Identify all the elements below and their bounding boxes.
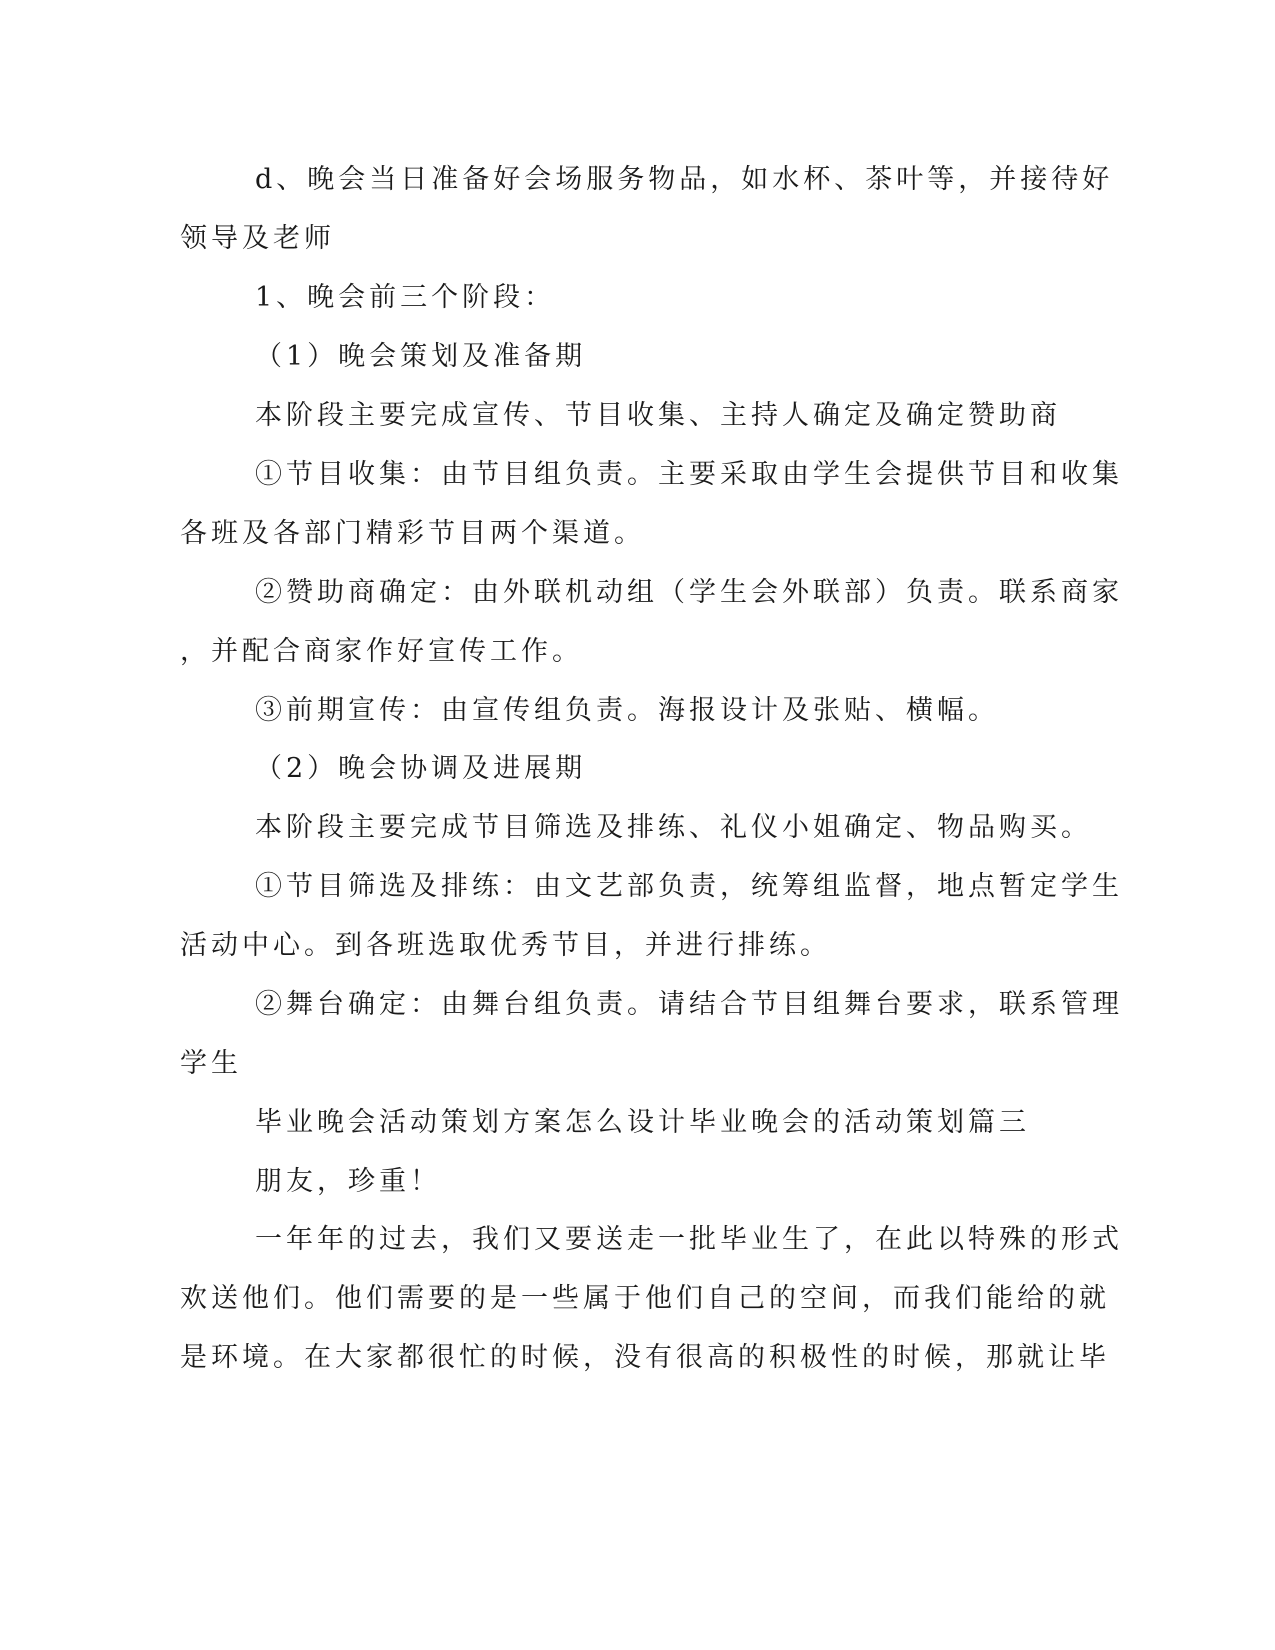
paragraph-line: ，并配合商家作好宣传工作。 [180, 636, 583, 667]
paragraph-line: 一年年的过去，我们又要送走一批毕业生了，在此以特殊的形式 [255, 1224, 1123, 1255]
greeting-line: 朋友，珍重！ [255, 1166, 441, 1197]
paragraph-line: 本阶段主要完成宣传、节目收集、主持人确定及确定赞助商 [255, 400, 1061, 431]
paragraph-line: d、晚会当日准备好会场服务物品，如水杯、茶叶等，并接待好 [255, 164, 1114, 195]
article-title: 毕业晚会活动策划方案怎么设计毕业晚会的活动策划篇三 [255, 1107, 1030, 1138]
list-item: ①节目筛选及排练：由文艺部负责，统筹组监督，地点暂定学生 [255, 871, 1123, 902]
list-item: ③前期宣传：由宣传组负责。海报设计及张贴、横幅。 [255, 695, 999, 726]
list-item: ②舞台确定：由舞台组负责。请结合节目组舞台要求，联系管理 [255, 989, 1123, 1020]
paragraph-line: 欢送他们。他们需要的是一些属于他们自己的空间，而我们能给的就 [180, 1283, 1110, 1314]
subsection-heading: （2）晚会协调及进展期 [255, 753, 587, 784]
subsection-heading: （1）晚会策划及准备期 [255, 341, 587, 372]
section-heading: 1、晚会前三个阶段： [255, 282, 556, 313]
paragraph-line: 活动中心。到各班选取优秀节目，并进行排练。 [180, 930, 831, 961]
paragraph-line: 各班及各部门精彩节目两个渠道。 [180, 518, 645, 549]
list-item: ①节目收集：由节目组负责。主要采取由学生会提供节目和收集 [255, 459, 1123, 490]
paragraph-line: 领导及老师 [180, 223, 335, 254]
paragraph-line: 是环境。在大家都很忙的时候，没有很高的积极性的时候，那就让毕 [180, 1342, 1110, 1373]
list-item: ②赞助商确定：由外联机动组（学生会外联部）负责。联系商家 [255, 577, 1123, 608]
paragraph-line: 本阶段主要完成节目筛选及排练、礼仪小姐确定、物品购买。 [255, 812, 1092, 843]
paragraph-line: 学生 [180, 1048, 242, 1079]
